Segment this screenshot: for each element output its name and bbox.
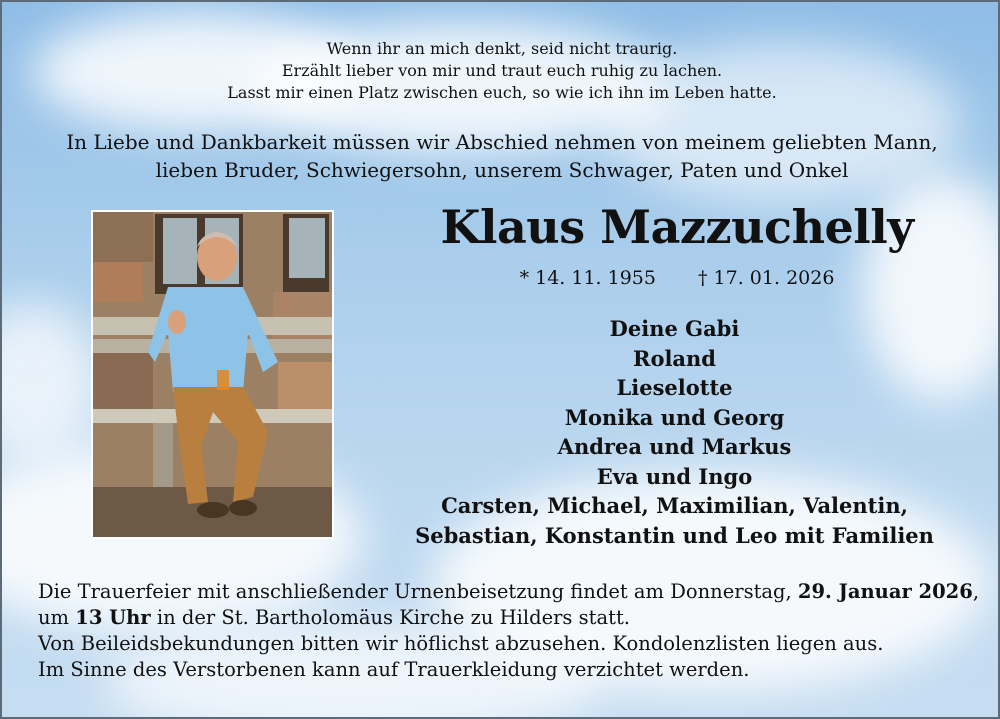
service-time: 13 Uhr	[75, 606, 151, 629]
mourner-line: Sebastian, Konstantin und Leo mit Familien	[415, 522, 934, 548]
service-information	[38, 579, 980, 683]
cloud-decoration	[0, 302, 102, 462]
poem-line: Wenn ihr an mich denkt, seid nicht traurig.	[326, 39, 678, 58]
footer-text: in der St. Bartholomäus Kirche zu Hilders statt.	[150, 606, 630, 629]
intro-line: lieben Bruder, Schwiegersohn, unserem Schwager, Paten und Onkel	[155, 158, 849, 182]
footer-text: ,	[972, 580, 980, 603]
mourner-line: Lieselotte	[616, 375, 733, 400]
footer-text: um	[38, 606, 76, 629]
mourner-line: Andrea und Markus	[557, 434, 792, 459]
mourner-line: Deine Gabi	[609, 316, 740, 341]
mourner-line: Roland	[633, 345, 716, 371]
poem-line: Lasst mir einen Platz zwischen euch, so wie ich ihn im Leben hatte.	[227, 83, 777, 102]
deceased-name: Klaus Mazzuchelly	[440, 200, 914, 254]
birth-date: * 14. 11. 1955	[519, 267, 656, 289]
footer-line: Im Sinne des Verstorbenen kann auf Trauerkleidung verzichtet werden.	[38, 658, 750, 681]
poem-line: Erzählt lieber von mir und traut euch ruhig zu lachen.	[281, 61, 723, 80]
mourner-line: Carsten, Michael, Maximilian, Valentin,	[441, 493, 908, 518]
life-dates	[432, 267, 922, 289]
death-date: † 17. 01. 2026	[698, 267, 835, 289]
mourners-list	[402, 314, 947, 550]
footer-text: Die Trauerfeier mit anschließender Urnenbeisetzung findet am Donnerstag,	[38, 580, 798, 603]
footer-line: Von Beileidsbekundungen bitten wir höflichst abzusehen. Kondolenzlisten liegen aus.	[38, 632, 884, 655]
intro-text	[2, 128, 1000, 184]
footer-line	[38, 605, 968, 631]
footer-line	[38, 579, 980, 605]
mourner-line: Eva und Ingo	[596, 463, 753, 489]
service-date: 29. Januar 2026	[797, 580, 973, 603]
intro-line: In Liebe und Dankbarkeit müssen wir Abschied nehmen von meinem geliebten Mann,	[66, 130, 938, 154]
poem	[2, 38, 1000, 104]
portrait-photo-illustration	[93, 212, 332, 537]
mourner-line: Monika und Georg	[564, 404, 785, 430]
portrait-photo	[91, 210, 334, 539]
